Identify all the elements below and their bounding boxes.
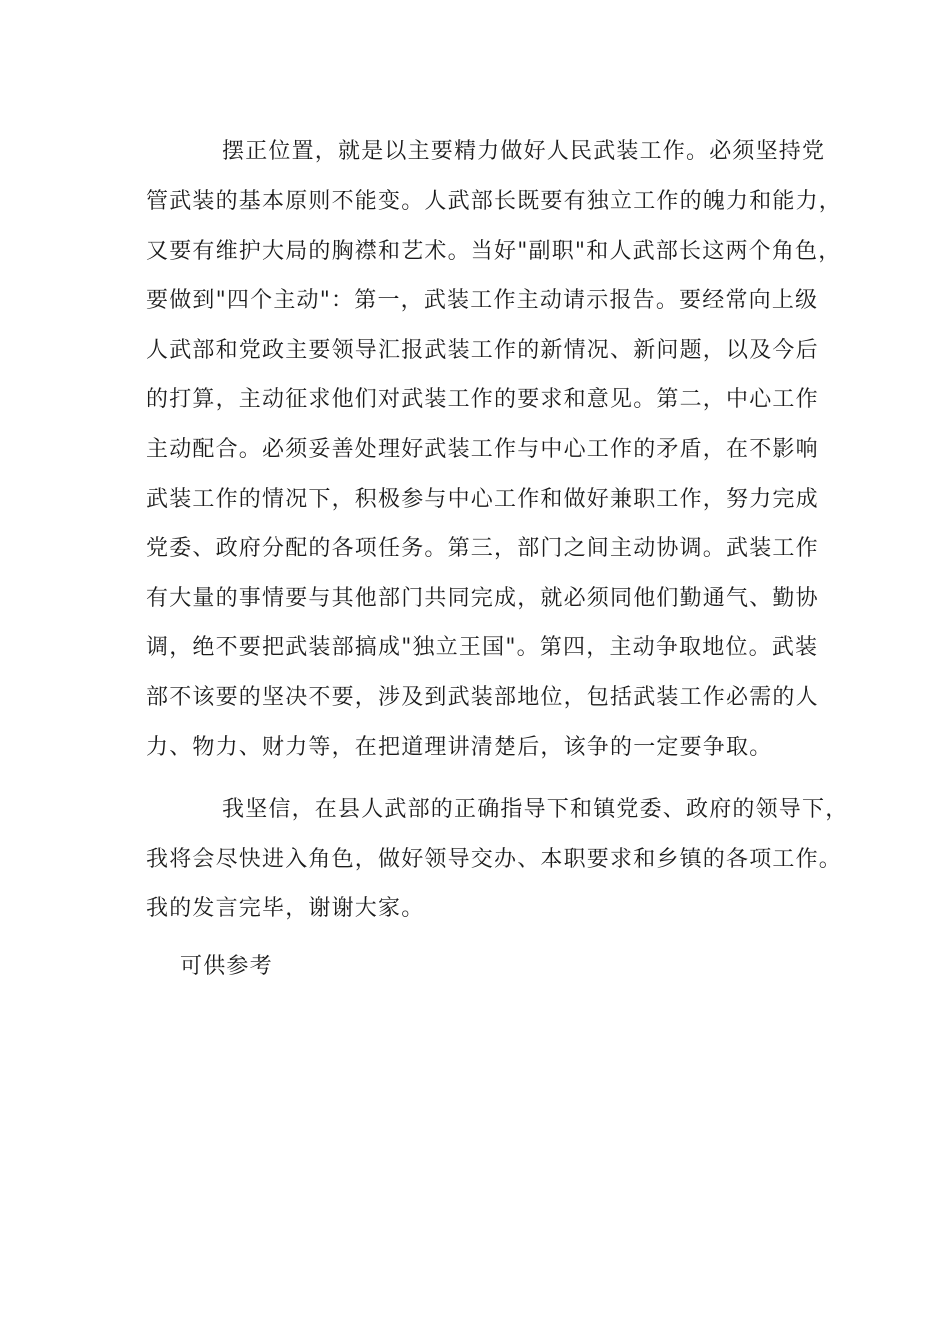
paragraph-1-line-11: 调，绝不要把武装部搞成"独立王国"。第四，主动争取地位。武装	[146, 635, 819, 660]
paragraph-2-line-1: 我坚信，在县人武部的正确指导下和镇党委、政府的领导下，	[222, 797, 849, 822]
paragraph-1-line-12: 部不该要的坚决不要，涉及到武装部地位，包括武装工作必需的人	[146, 685, 819, 710]
paragraph-1-line-10: 有大量的事情要与其他部门共同完成，就必须同他们勤通气、勤协	[146, 586, 819, 611]
paragraph-1-line-7: 主动配合。必须妥善处理好武装工作与中心工作的矛盾，在不影响	[146, 437, 819, 462]
paragraph-1-line-2: 管武装的基本原则不能变。人武部长既要有独立工作的魄力和能力，	[146, 189, 843, 214]
paragraph-2-line-2: 我将会尽快进入角色，做好领导交办、本职要求和乡镇的各项工作。	[146, 847, 843, 872]
paragraph-1-line-9: 党委、政府分配的各项任务。第三，部门之间主动协调。武装工作	[146, 536, 819, 561]
paragraph-1-line-4: 要做到"四个主动"：第一，武装工作主动请示报告。要经常向上级	[146, 288, 819, 313]
paragraph-1-line-1: 摆正位置，就是以主要精力做好人民武装工作。必须坚持党	[222, 139, 826, 164]
paragraph-1-line-6: 的打算，主动征求他们对武装工作的要求和意见。第二，中心工作	[146, 387, 819, 412]
paragraph-1-line-3: 又要有维护大局的胸襟和艺术。当好"副职"和人武部长这两个角色，	[146, 239, 842, 264]
reference-note: 可供参考	[180, 954, 273, 979]
paragraph-1-line-13: 力、物力、财力等，在把道理讲清楚后，该争的一定要争取。	[146, 735, 773, 760]
paragraph-2-line-3: 我的发言完毕，谢谢大家。	[146, 896, 425, 921]
paragraph-1-line-5: 人武部和党政主要领导汇报武装工作的新情况、新问题，以及今后	[146, 338, 819, 363]
paragraph-1-line-8: 武装工作的情况下，积极参与中心工作和做好兼职工作，努力完成	[146, 487, 819, 512]
